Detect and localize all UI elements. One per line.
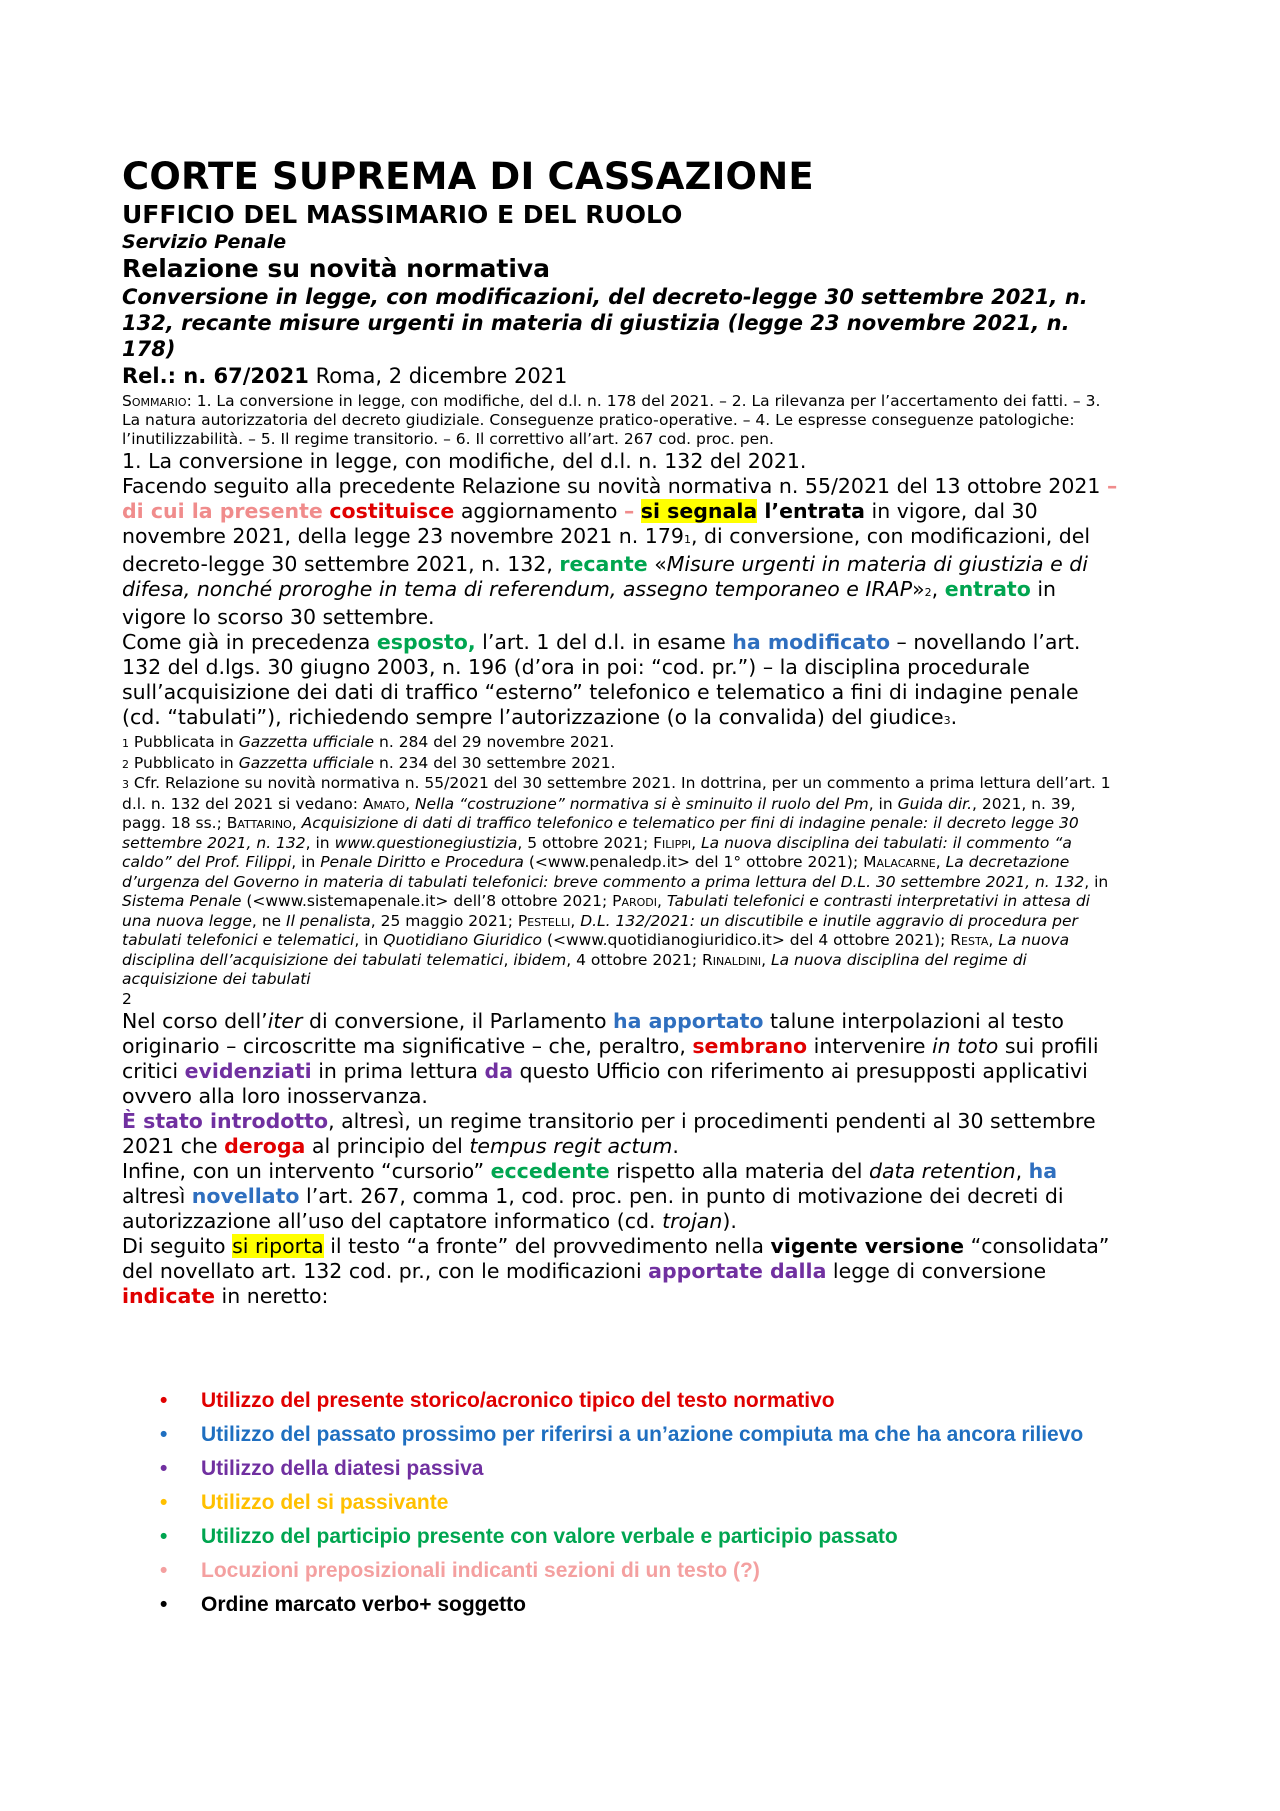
italic-run: La nuova disciplina del regime di acquisizione dei tabulati [122, 950, 1027, 988]
text-run: , [761, 950, 771, 969]
text-run: in vigore lo scorso 30 settembre. [122, 577, 1057, 629]
red-highlight: deroga [224, 1134, 306, 1158]
legend-label: Utilizzo del si passivante [201, 1491, 449, 1514]
text-run: intervenire [807, 1034, 932, 1058]
footnote-ref-3[interactable]: 3 [943, 714, 951, 727]
text-run: n. 234 del 30 settembre 2021. [374, 753, 616, 772]
italic-run: La decretazione d’urgenza del Governo in materia di tabulati telefonici: breve commento a prima lettura del D.L. 30 settembre 2021, n. 132 [122, 853, 1085, 891]
text-run: rispetto alla materia del [609, 1159, 869, 1183]
paragraph-3 [122, 1009, 1122, 1109]
footnote-number: 1 [122, 737, 129, 750]
author-name: Rinaldini [701, 950, 762, 969]
blue-highlight: ha [1028, 1159, 1058, 1183]
red-highlight: costituisce [329, 499, 455, 523]
color-legend [160, 1384, 1160, 1622]
purple-highlight: È stato introdotto [122, 1109, 329, 1133]
bullet-icon: • [160, 1423, 168, 1446]
author-name: Resta [950, 931, 989, 949]
text-run: Facendo seguito alla precedente Relazione su novità normativa n. 55/2021 del 13 ottobre 2021 [122, 474, 1107, 498]
italic-run: Il penalista [286, 911, 371, 930]
italic-run: La nuova disciplina dell’acquisizione dei tabulati telematici [122, 931, 1070, 969]
green-highlight: esposto, [376, 630, 476, 654]
legend-label: Utilizzo del participio presente con valore verbale e participio passato [201, 1525, 898, 1548]
text-run: , [1015, 1159, 1029, 1183]
bullet-icon: • [160, 1559, 168, 1582]
italic-run: Acquisizione di dati di traffico telefonico e telematico per fini di indagine penale: il decreto legge 30 settembre 2021, n. 132 [122, 814, 1079, 852]
legend-item [160, 1554, 1160, 1588]
bold-run: l’entrata [757, 499, 866, 523]
text-run: , 4 ottobre 2021; [566, 950, 702, 969]
text-run: , in [354, 931, 384, 949]
italic-run: data retention [868, 1159, 1016, 1183]
italic-run: Gazzetta ufficiale [238, 733, 375, 751]
report-subtitle: Conversione in legge, con modificazioni, del decreto-legge 30 settembre 2021, n. 132, recante misure urgenti in materia di giustizia (legge 23 novembre 2021, n. 178) [122, 285, 1088, 361]
text-run: questo Ufficio con riferimento ai presupposti applicativi ovvero alla loro inosservanza. [122, 1059, 1088, 1108]
legend-label: Utilizzo della diatesi passiva [201, 1457, 484, 1480]
text-run: , [405, 794, 415, 813]
pink-highlight: – di cui la presente [122, 474, 1118, 523]
text-run: (<www.quotidianogiuridico.it> del 4 ottobre 2021); [542, 931, 951, 949]
footnote-ref-2[interactable]: 2 [924, 586, 932, 599]
italic-run: trojan [662, 1209, 723, 1233]
text-run: di conversione, il Parlamento [302, 1009, 614, 1033]
text-run: , ne [251, 911, 287, 930]
text-run: , [935, 853, 946, 871]
document-page [122, 154, 1122, 1309]
text-run: altresì [122, 1184, 192, 1208]
section-1-title: 1. La conversione in legge, con modifiche, del d.l. n. 132 del 2021. [122, 449, 807, 473]
text-run: al principio del [305, 1134, 470, 1158]
text-run: , [656, 892, 667, 910]
text-run: (<www.sistemapenale.it> dell’8 ottobre 2021; [241, 892, 613, 910]
court-title: CORTE SUPREMA DI CASSAZIONE [122, 155, 814, 198]
text-run: , 2021, n. 39, pagg. 18 ss.; [122, 794, 1076, 832]
purple-highlight: da [484, 1059, 514, 1083]
legend-label: Utilizzo del presente storico/acronico tipico del testo normativo [201, 1389, 835, 1412]
text-run: , [931, 577, 945, 601]
italic-run: in toto [931, 1034, 999, 1058]
legend-item [160, 1486, 1160, 1520]
service-title: Servizio Penale [122, 231, 287, 253]
author-name: Parodi [612, 892, 657, 910]
text-run: , in [291, 853, 321, 871]
italic-run: Gazzetta ufficiale [238, 753, 375, 772]
text-run: ). [722, 1209, 737, 1233]
page-number: 2 [122, 989, 132, 1008]
legend-item [160, 1588, 1160, 1622]
paragraph-2 [122, 630, 1122, 733]
author-name: Filippi [653, 833, 692, 852]
text-run [634, 499, 641, 523]
purple-highlight: evidenziati [184, 1059, 312, 1083]
text-run: Pubblicata in [129, 733, 239, 751]
blue-highlight: ha apportato [613, 1009, 764, 1033]
text-run: “consolidata” del novellato art. 132 cod. pr., con le modificazioni [122, 1234, 1110, 1283]
yellow-highlight: si segnala [640, 499, 758, 523]
blue-highlight: novellato [191, 1184, 300, 1208]
text-run: , [570, 911, 581, 930]
author-name: Malacarne [863, 853, 936, 871]
bullet-icon: • [160, 1491, 168, 1514]
paragraph-5 [122, 1159, 1122, 1234]
office-title: UFFICIO DEL MASSIMARIO E DEL RUOLO [122, 200, 683, 229]
text-run: , 5 ottobre 2021; [517, 833, 654, 852]
text-run: l’art. 267, comma 1, cod. proc. pen. in punto di motivazione dei decreti di autorizzazione all’uso del captatore informatico (cd. [122, 1184, 1064, 1233]
text-run: sui profili critici [122, 1034, 1099, 1083]
italic-run: Sistema Penale [122, 892, 242, 910]
summary-text: : 1. La conversione in legge, con modifiche, del d.l. n. 178 del 2021. – 2. La rilevanza per l’accertamento dei fatti. – 3. La natura autorizzatoria del decreto giudiziale. Conseguenze pratico-operative. – 4. Le espresse conseguenze patologiche: l’inutilizzabilità. – 5. Il regime transitorio. – 6. Il correttivo all’art. 267 cod. proc. pen. [122, 392, 1101, 448]
summary-label: Sommario [122, 392, 187, 410]
italic-run: www.questionegiustizia [334, 833, 518, 852]
footnote-number: 2 [122, 757, 129, 771]
author-name: Amato [362, 794, 406, 813]
bold-run: vigente versione [770, 1234, 965, 1258]
text-run: Nel corso dell’ [122, 1009, 268, 1033]
italic-run: D.L. 132/2021: un discutibile e inutile aggravio di procedura per tabulati telefonici e telematici [122, 911, 1078, 949]
text-run: Come già in precedenza [122, 630, 377, 654]
text-run: Infine, con un intervento “cursorio” [122, 1159, 491, 1183]
italic-run: La nuova disciplina dei tabulati: il commento “a caldo” del Prof. Filippi [122, 833, 1072, 871]
text-run: l’art. 1 del d.l. in esame [475, 630, 733, 654]
text-run: » [912, 577, 925, 601]
legend-item [160, 1452, 1160, 1486]
bullet-icon: • [160, 1525, 168, 1548]
bullet-icon: • [160, 1389, 168, 1412]
purple-highlight: apportate dalla [648, 1259, 827, 1283]
author-name: Battarino [226, 814, 292, 832]
legend-item [160, 1384, 1160, 1418]
green-highlight: entrato [944, 577, 1031, 601]
italic-run: Quotidiano Giuridico [383, 931, 543, 949]
text-run: . [672, 1134, 679, 1158]
text-run: – novellando l’art. 132 del d.lgs. 30 giugno 2003, n. 196 (d’ora in poi: “cod. pr.”) – la disciplina procedurale sull’acquisizione dei dati di traffico “esterno” telefonico e telematico a fini di indagine penale (cd. “tabulati”), richiedendo sempre l’autorizzazione (o la convalida) del giudice [122, 630, 1081, 729]
text-run: in prima lettura [311, 1059, 485, 1083]
rel-number: Rel.: n. 67/2021 [122, 364, 309, 388]
footnote-2 [122, 754, 1122, 775]
legend-item [160, 1520, 1160, 1554]
report-reference [122, 362, 1122, 390]
text-run: Di seguito [122, 1234, 233, 1258]
text-run: il testo “a fronte” del provvedimento nella [323, 1234, 771, 1258]
italic-run: iter [267, 1009, 303, 1033]
italic-run: Misure urgenti in materia di giustizia e di difesa, nonché proroghe in tema di referendum, assegno temporaneo e IRAP [122, 552, 1088, 601]
text-run: (<www.penaledp.it> del 1° ottobre 2021); [523, 853, 864, 871]
green-highlight: eccedente [490, 1159, 610, 1183]
text-run: , [503, 950, 514, 969]
text-run: , in [305, 833, 335, 852]
text-run: , altresì, un regime transitorio per i procedimenti pendenti al 30 settembre 2021 che [122, 1109, 1096, 1158]
pink-highlight: – [623, 499, 635, 523]
text-run: , di conversione, con modificazioni, del decreto-legge 30 settembre 2021, n. 132, [122, 524, 1091, 576]
footnote-1 [122, 733, 1122, 754]
footnote-3 [122, 774, 1122, 990]
paragraph-4 [122, 1109, 1122, 1159]
footnote-ref-1[interactable]: 1 [683, 533, 691, 546]
text-run: , [988, 931, 999, 949]
rel-place-date: Roma, 2 dicembre 2021 [308, 364, 568, 388]
paragraph-6 [122, 1234, 1122, 1309]
text-run: aggiornamento [454, 499, 624, 523]
legend-label: Locuzioni preposizionali indicanti sezioni di un testo (?) [201, 1559, 760, 1582]
text-run: in vigore, dal 30 novembre 2021, della legge 23 novembre 2021 n. 179 [122, 499, 1038, 548]
italic-run: tempus regit actum [469, 1134, 673, 1158]
summary [122, 392, 1122, 449]
text-run: , [291, 814, 302, 832]
text-run: n. 284 del 29 novembre 2021. [374, 733, 615, 751]
italic-run: Tabulati telefonici e contrasti interpretativi in attesa di una nuova legge [122, 892, 1090, 930]
italic-run: Nella “costruzione” normativa si è sminuito il ruolo del Pm [414, 794, 869, 813]
text-run: legge di conversione [826, 1259, 1047, 1283]
text-run: in neretto: [215, 1284, 329, 1308]
footnote-number: 3 [122, 778, 129, 791]
green-highlight: recante [559, 552, 648, 576]
red-highlight: sembrano [692, 1034, 808, 1058]
red-highlight: indicate [122, 1284, 216, 1308]
italic-run: Guida dir. [897, 794, 973, 813]
blue-highlight: ha modificato [732, 630, 891, 654]
text-run: . [950, 705, 958, 729]
legend-label: Utilizzo del passato prossimo per riferirsi a un’azione compiuta ma che ha ancora rilievo [201, 1423, 1084, 1446]
text-run: « [647, 552, 667, 576]
text-run: Pubblicato in [129, 753, 239, 772]
bullet-icon: • [160, 1457, 168, 1480]
author-name: Pestelli [517, 911, 571, 930]
text-run: , in [1084, 872, 1109, 891]
legend-item [160, 1418, 1160, 1452]
text-run: talune interpolazioni al testo originario – circoscritte ma significative – che, peraltro, [122, 1009, 1064, 1058]
italic-run: ibidem [513, 950, 567, 969]
bullet-icon: • [160, 1593, 168, 1616]
yellow-highlight: si riporta [232, 1234, 324, 1258]
paragraph-1 [122, 474, 1122, 630]
text-run: , 25 maggio 2021; [370, 911, 518, 930]
report-title: Relazione su novità normativa [122, 254, 551, 283]
text-run: Cfr. Relazione su novità normativa n. 55/2021 del 30 settembre 2021. In dottrina, per un commento a prima lettura dell’art. 1 d.l. n. 132 del 2021 si vedano: [122, 774, 1111, 813]
text-run: , in [868, 794, 898, 813]
text-run: , [691, 833, 702, 852]
italic-run: Penale Diritto e Procedura [320, 853, 524, 871]
legend-label: Ordine marcato verbo+ soggetto [201, 1593, 526, 1616]
